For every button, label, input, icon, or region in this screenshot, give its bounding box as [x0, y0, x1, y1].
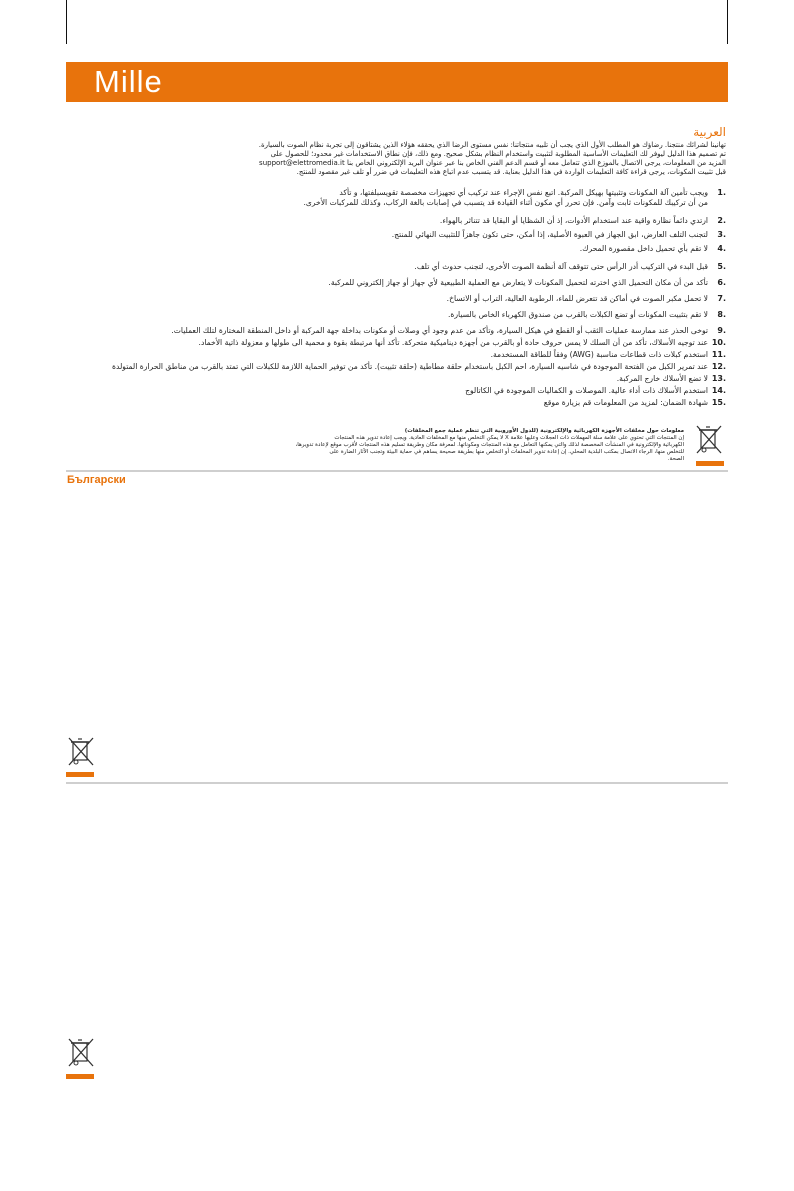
crossed-out-wheelie-bin-icon: [66, 736, 96, 770]
installation-steps-list: [66, 188, 726, 408]
step-number: 4.: [717, 244, 726, 253]
arabic-section-title: العربية: [693, 125, 726, 139]
weee-notice-line: الكهربائية والإلكترونية في المنشآت المخصصة لذلك والتي يمكنها التعامل مع هذه المنتجات ومكوناتها. لمعرفة مكان وطريقة تسليم هذه المنتجات لأقرب موقع لإعادة تدويرها،: [295, 442, 684, 448]
crossed-out-wheelie-bin-icon: [66, 1037, 96, 1071]
intro-line-3: [86, 159, 726, 168]
step-item: [66, 278, 726, 288]
step-number: 15.: [711, 398, 726, 407]
step-number: 12.: [711, 362, 726, 371]
weee-notice-title: معلومات حول مخلفات الأجهزة الكهربائية والإلكترونية (للدول الأوروبية التي تنظم عملية جمع المخلفات): [404, 428, 684, 434]
step-item: [66, 398, 726, 408]
step-text: قبل البدء في التركيب أدر الرأس حتى تتوقف آلة أنظمة الصوت الأخرى، لتجنب حدوث أي تلف.: [414, 262, 708, 271]
mille-logo: Mille: [94, 64, 163, 99]
step-number: 8.: [717, 310, 726, 319]
section-divider: [66, 470, 728, 472]
step-text: شهادة الضمان: لمزيد من المعلومات قم بزيارة موقع: [543, 398, 708, 407]
step-text: ويجب تأمين آلة المكونات وتثبيتها بهيكل المركبة. اتبع نفس الإجراء عند تركيب أي تجهيزات مخصصة تقويسبلفتها، و تأكد: [339, 188, 708, 197]
crop-mark-right: [727, 0, 728, 44]
weee-notice-line: للتخلص منها، الرجاء الاتصال بمكتب البلدية المحلي. إن إعادة تدوير المخلفات أو التخلص منها بطريقة صحيحة يساهم في حماية البيئة وتجنب الآثار الضارة على: [329, 449, 684, 455]
step-item: [66, 310, 726, 320]
bulgarian-section-title: Български: [67, 474, 126, 486]
step-text: استخدم الأسلاك ذات أداء عالية. الموصلات و الكماليات الموجودة في الكاتالوج: [465, 386, 708, 395]
weee-notice-line: إن المنتجات التي تحتوي على علامة سلة المهملات ذات العجلات وعليها علامة X لا يمكن التخلص منها مع المخلفات العادية. ويجب إعادة تدوير هذه المنتجات: [334, 435, 684, 441]
step-text: عند تمرير الكبل من الفتحة الموجودة في شاسيه السيارة، احم الكبل باستخدام حلقة مطاطية (حلقة تثبيت). تأكد من توفير الحماية اللازمة للكبلات التي تمتد بالقرب من مناطق الحرارة المتولدة: [112, 362, 708, 371]
step-text: استخدم كبلات ذات قطاعات مناسبة (AWG) وفقاً للطاقة المستخدمة.: [490, 350, 708, 359]
step-number: 13.: [711, 374, 726, 383]
step-text: لتجنب التلف العارض، ابق الجهاز في العبوة الأصلية، إذا أمكن، حتى تكون جاهزاً للتثبيت النهائي للمنتج.: [391, 230, 708, 239]
weee-icon-bar: [696, 461, 724, 466]
step-item: [66, 374, 726, 384]
support-email-link[interactable]: support@elettromedia.it: [259, 159, 345, 167]
step-number: 5.: [717, 262, 726, 271]
step-item: [66, 188, 726, 208]
intro-line-3-text: المزيد من المعلومات، يرجى الاتصال بالموزع الذي تتعامل معه أو قسم الدعم الفني الخاص بنا عبر عنوان البريد الإلكتروني الخاص بنا: [346, 159, 726, 167]
crossed-out-wheelie-bin-icon: [694, 424, 724, 458]
step-text: لا تقم بأي تحميل داخل مقصورة المحرك.: [579, 244, 708, 253]
step-text: لا تضع الأسلاك خارج المركبة.: [616, 374, 708, 383]
step-number: 10.: [711, 338, 726, 347]
step-item: [66, 362, 726, 372]
step-text: لا تحمل مكبر الصوت في أماكن قد تتعرض للماء، الرطوبة العالية، التراب أو الاتساخ.: [446, 294, 708, 303]
step-item: [66, 230, 726, 240]
step-number: 7.: [717, 294, 726, 303]
step-item: [66, 386, 726, 396]
step-text: ارتدي دائماً نظارة واقية عند استخدام الأدوات، إذ أن الشظايا أو البقايا قد تتناثر بالهواء.: [439, 216, 708, 225]
step-text: عند توجيه الأسلاك، تأكد من أن السلك لا يمس حروف حادة أو بالقرب من أجهزة ديناميكية متحركة. تأكد أنها مرتبطة بقوة و محمية الى طولها و معزولة ذاتية الأخماد.: [198, 338, 708, 347]
step-number: 1.: [717, 188, 726, 197]
intro-line-4: قبل تثبيت المكونات، يرجى قراءة كافة التعليمات الواردة في هذا الدليل بعناية. قد يتسبب عدم اتباع هذه التعليمات في ضرر أو تلف غير مقصود للمنتج.: [296, 168, 726, 176]
step-number: 14.: [711, 386, 726, 395]
step-text: توخى الحذر عند ممارسة عمليات الثقب أو القطع في هيكل السيارة، وتأكد من عدم وجود أي وصلات أو مكونات بداخلة جهة المركبة أو داخل المنطقة المختارة لتلك العمليات.: [171, 326, 708, 335]
section-divider: [66, 782, 728, 784]
intro-line-1: تهانينا لشرائك منتجنا. رضاؤك هو المطلب الأول الذي يجب أن تلبيه منتجاتنا: نفس مستوى الرضا الذي يحققه هؤلاء الذين يشتاقون إلى تجربة نظام الصوت بالسيارة.: [258, 141, 726, 149]
step-item: [66, 244, 726, 254]
step-number: 3.: [717, 230, 726, 239]
crop-mark-left: [66, 0, 67, 44]
weee-notice-arabic: [264, 428, 684, 463]
weee-icon-bar: [66, 772, 94, 777]
step-text: تأكد من أن مكان التحميل الذي اخترته لتحميل المكونات لا يتعارض مع العملية الطبيعية لأي جهاز أو جهاز إلكتروني للمركبة.: [328, 278, 708, 287]
step-item: [66, 338, 726, 348]
step-item: [66, 326, 726, 336]
step-text: لا تقم بتثبيت المكونات أو تضع الكبلات بالقرب من صندوق الكهرباء الخاص بالسيارة.: [447, 310, 708, 319]
step-number: 2.: [717, 216, 726, 225]
step-number: 6.: [717, 278, 726, 287]
weee-notice-line: الصحة.: [667, 456, 684, 462]
step-number: 9.: [717, 326, 726, 335]
brand-header-bar: [66, 62, 728, 102]
step-item: [66, 294, 726, 304]
weee-icon-bar: [66, 1074, 94, 1079]
step-item: [66, 262, 726, 272]
step-item: [66, 216, 726, 226]
intro-line-2: تم تصميم هذا الدليل ليوفر لك التعليمات الأساسية المطلوبة لتثبيت واستخدام النظام بشكل صحيح. ومع ذلك، فإن نطاق الاستخدامات غير محدود؛ للحصول على: [270, 150, 726, 158]
step-item: [66, 350, 726, 360]
step-text: من أن تركيبك للمكونات ثابت وآمن. فإن تحرر أي مكون أثناء القيادة قد يتسبب في إصابات بالغة الركاب، وكذلك للمركبات الأخرى.: [303, 198, 708, 207]
step-number: 11.: [711, 350, 726, 359]
